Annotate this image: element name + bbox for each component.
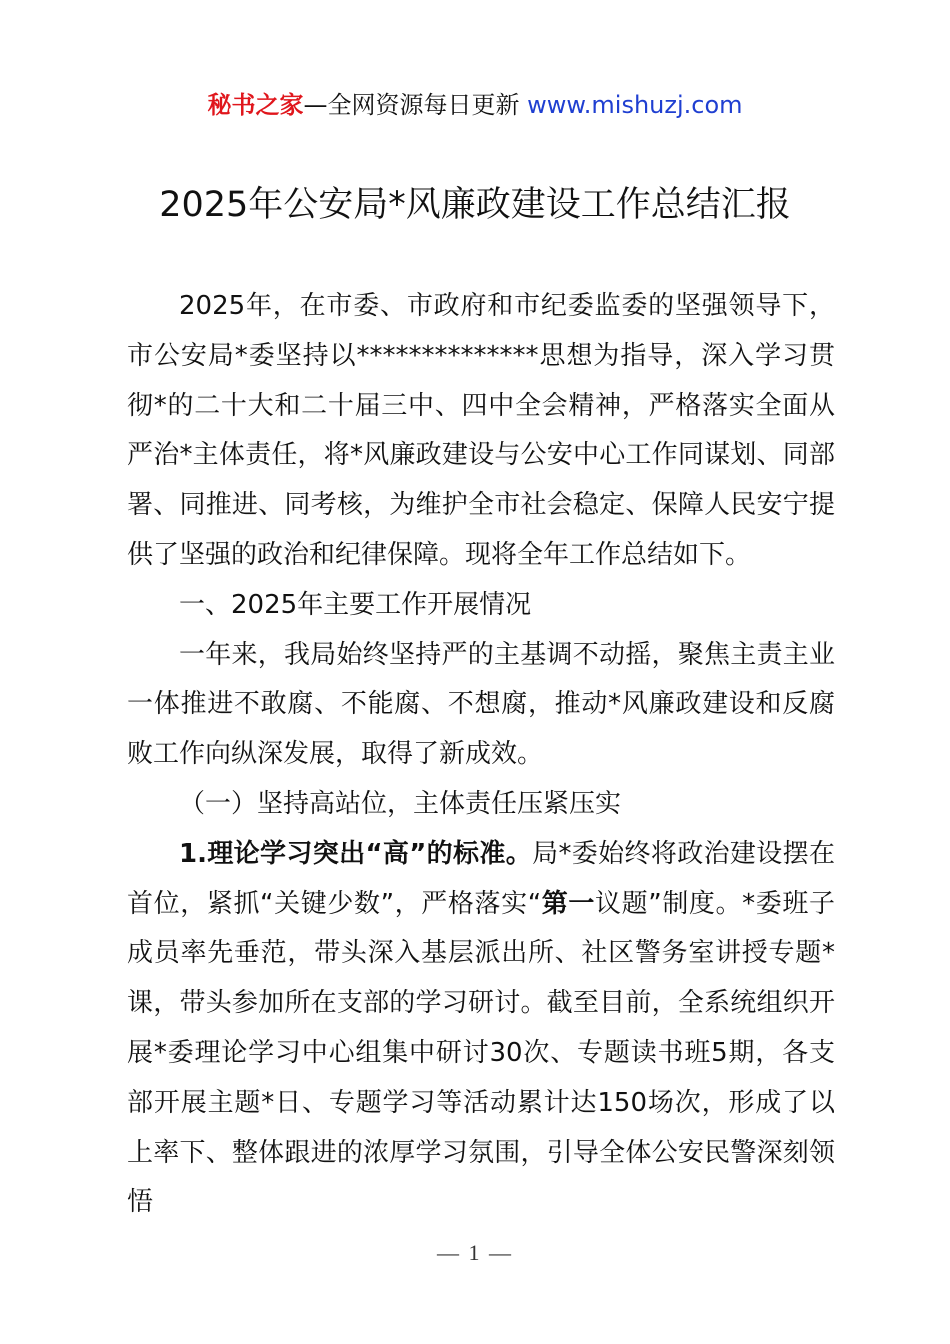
subsection-heading-1: （一）坚持高站位，主体责任压紧压实 xyxy=(179,788,622,819)
item-1-lead: 1.理论学习突出“高”的标准。 xyxy=(179,838,533,869)
document-body xyxy=(127,282,835,1228)
item-1-text-b: 议题”制度。*委班子成员率先垂范，带头深入基层派出所、社区警务室讲授专题*课，带头参加所在支部的学习研讨。截至目前，全系统组织开展*委理论学习中心组集中研讨30次、专题读书班5期，各支部开展主题*日、专题学习等活动累计达150场次，形成了以上率下、整体跟进的浓厚学习氛围，引导全体公安民警深刻领悟 xyxy=(127,888,835,1218)
banner-slogan: —全网资源每日更新 xyxy=(303,91,520,119)
section-heading-1: 一、2025年主要工作开展情况 xyxy=(179,589,532,620)
intro-paragraph: 2025年，在市委、市政府和市纪委监委的坚强领导下，市公安局*委坚持以**************思想为指导，深入学习贯彻*的二十大和二十届三中、四中全会精神，严格落实全面从严治*主体责任，将*风廉政建设与公安中心工作同谋划、同部署、同推进、同考核，为维护全市社会稳定、保障人民安宁提供了坚强的政治和纪律保障。现将全年工作总结如下。 xyxy=(127,291,835,570)
site-banner xyxy=(0,88,950,122)
document-title: 2025年公安局*风廉政建设工作总结汇报 xyxy=(159,185,791,225)
site-link[interactable]: www.mishuzj.com xyxy=(519,91,743,119)
item-1-text-a: 局*委始终将政治建设摆在首位，紧抓“关键少数”，严格落实“ xyxy=(127,838,835,919)
brand-name: 秘书之家 xyxy=(207,91,304,119)
page-number: — 1 — xyxy=(437,1240,513,1265)
section-1-paragraph: 一年来，我局始终坚持严的主基调不动摇，聚焦主责主业一体推进不敢腐、不能腐、不想腐，推动*风廉政建设和反腐败工作向纵深发展，取得了新成效。 xyxy=(127,639,835,770)
item-1-paragraph xyxy=(127,830,835,1228)
item-1-emphasis: 第一 xyxy=(541,888,596,919)
